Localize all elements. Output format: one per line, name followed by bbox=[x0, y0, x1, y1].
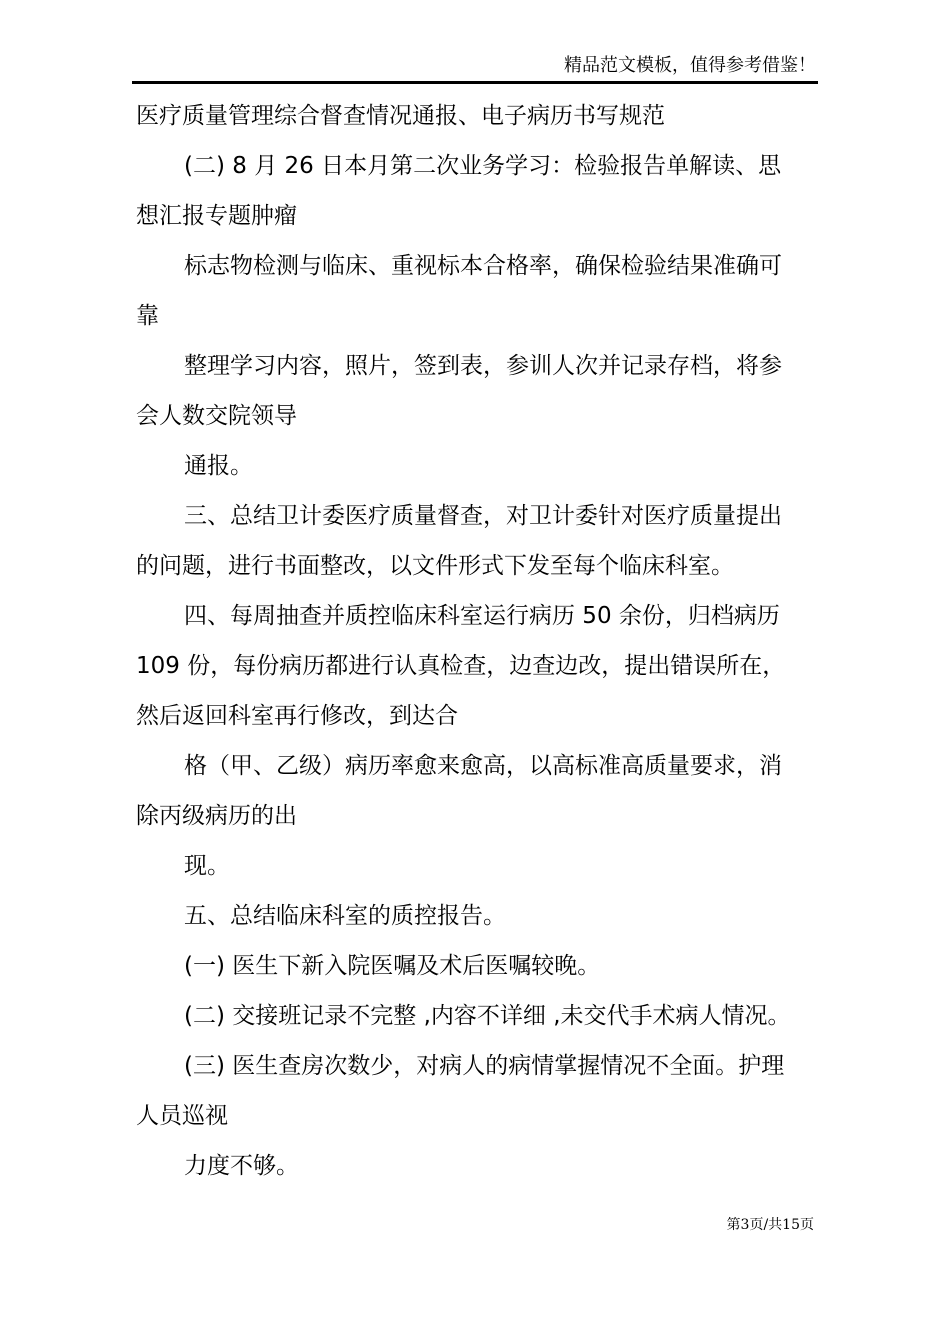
text-line: 想汇报专题肿瘤 bbox=[136, 203, 297, 229]
text-line: 现。 bbox=[184, 853, 230, 879]
text-line: (二) 8 月 26 日本月第二次业务学习：检验报告单解读、思 bbox=[184, 153, 782, 179]
text-line: (二) 交接班记录不完整 ,内容不详细 ,未交代手术病人情况。 bbox=[184, 1003, 791, 1029]
document-body bbox=[136, 98, 822, 1198]
text-line: 三、总结卫计委医疗质量督查，对卫计委针对医疗质量提出 bbox=[184, 503, 782, 529]
text-line: (一) 医生下新入院医嘱及术后医嘱较晚。 bbox=[184, 953, 601, 979]
text-line: 医疗质量管理综合督查情况通报、电子病历书写规范 bbox=[136, 103, 665, 129]
text-line: 然后返回科室再行修改，到达合 bbox=[136, 703, 458, 729]
text-line: 人员巡视 bbox=[136, 1103, 228, 1129]
text-line: (三) 医生查房次数少，对病人的病情掌握情况不全面。护理 bbox=[184, 1053, 785, 1079]
header-divider bbox=[132, 81, 818, 84]
text-line: 会人数交院领导 bbox=[136, 403, 297, 429]
text-line: 109 份，每份病历都进行认真检查，边查边改，提出错误所在， bbox=[136, 653, 786, 679]
text-line: 标志物检测与临床、重视标本合格率，确保检验结果准确可 bbox=[184, 253, 782, 279]
text-line: 五、总结临床科室的质控报告。 bbox=[184, 903, 506, 929]
text-line: 格（甲、乙级）病历率愈来愈高，以高标准高质量要求，消 bbox=[184, 753, 782, 779]
text-line: 四、每周抽查并质控临床科室运行病历 50 余份，归档病历 bbox=[184, 603, 780, 629]
text-line: 靠 bbox=[136, 303, 159, 329]
text-line: 通报。 bbox=[184, 453, 253, 479]
text-line: 力度不够。 bbox=[184, 1153, 299, 1179]
text-line: 的问题，进行书面整改，以文件形式下发至每个临床科室。 bbox=[136, 553, 734, 579]
text-line: 整理学习内容，照片，签到表，参训人次并记录存档，将参 bbox=[184, 353, 782, 379]
page-header-text: 精品范文模板，值得参考借鉴！ bbox=[564, 55, 816, 76]
page-number: 第3页/共15页 bbox=[726, 1217, 814, 1233]
text-line: 除丙级病历的出 bbox=[136, 803, 297, 829]
